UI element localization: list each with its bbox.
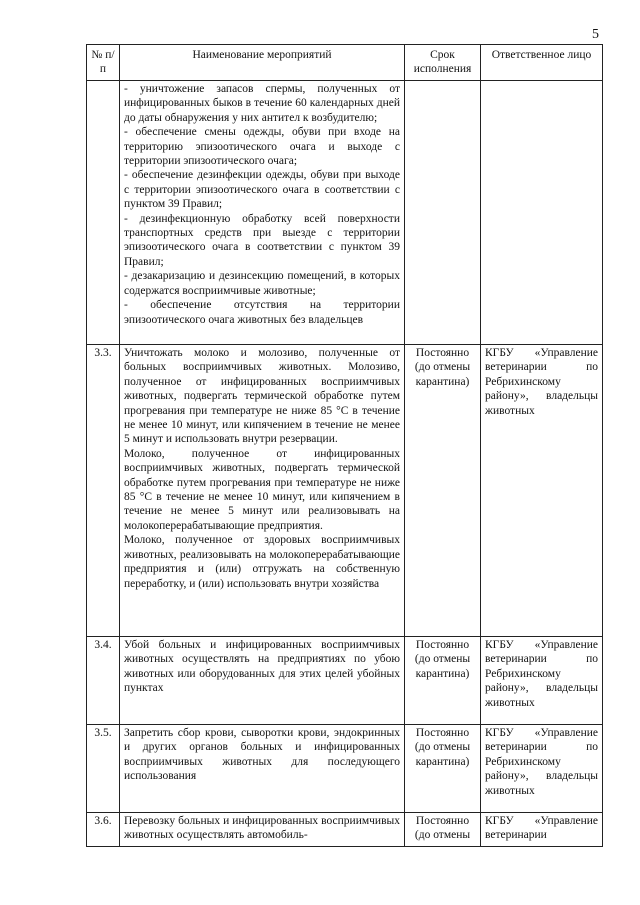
cell-num bbox=[87, 81, 120, 345]
cell-responsible: КГБУ «Управление ветеринарии bbox=[481, 813, 603, 847]
table-row-3-4 bbox=[87, 637, 603, 725]
cell-name bbox=[120, 345, 405, 637]
row-number: 3.4. bbox=[87, 637, 120, 725]
cell-name: Убой больных и инфицированных восприимчивых животных осуществлять на предприятиях по убою животных или оборудованных для этих целей убойных пунктах bbox=[120, 637, 405, 725]
paragraph: Уничтожать молоко и молозиво, полученные от больных восприимчивых животных. Молозиво, полученное от инфицированных восприимчивых животных, подвергать термической обработке путем прогревания при температуре не ниже 85 °С в течение не менее 10 минут, или кипячением в течение не менее 5 минут и использовать внутри резервации. bbox=[124, 347, 400, 446]
cell-term: Постоянно (до отмены bbox=[405, 813, 481, 847]
table-row-3-6 bbox=[87, 813, 603, 847]
paragraph: Молоко, полученное от здоровых восприимчивых животных, реализовывать на молокоперерабатывающие предприятия и (или) отгружать на собственную переработку, и (или) использовать внутри хозяйства bbox=[124, 534, 400, 590]
table-row-3-5 bbox=[87, 725, 603, 813]
header-responsible: Ответственное лицо bbox=[481, 45, 603, 81]
header-name: Наименование мероприятий bbox=[120, 45, 405, 81]
cell-name bbox=[120, 81, 405, 345]
list-item: - дезинфекционную обработку всей поверхности транспортных средств при выезде с территории эпизоотического очага в соответствии с пунктом 39 Правил; bbox=[124, 212, 400, 268]
table-header-row bbox=[87, 45, 603, 81]
cell-term: Постоянно (до отмены карантина) bbox=[405, 637, 481, 725]
list-item: - обеспечение дезинфекции одежды, обуви при выходе с территории эпизоотического очага в соответствии с пунктом 39 Правил; bbox=[124, 169, 400, 211]
list-item: - обеспечение смены одежды, обуви при входе на территорию эпизоотического очага и выходе с территории эпизоотического очага; bbox=[124, 126, 400, 168]
header-term: Срок исполнения bbox=[405, 45, 481, 81]
table-row-continued bbox=[87, 81, 603, 345]
cell-term: Постоянно (до отмены карантина) bbox=[405, 725, 481, 813]
cell-name: Запретить сбор крови, сыворотки крови, эндокринных и других органов больных и инфицированных восприимчивых животных для последующего использования bbox=[120, 725, 405, 813]
header-num: № п/п bbox=[87, 45, 120, 81]
list-item: - уничтожение запасов спермы, полученных от инфицированных быков в течение 60 календарных дней до даты обнаружения у них антител к возбудителю; bbox=[124, 83, 400, 124]
table-row-3-3 bbox=[87, 345, 603, 637]
cell-responsible bbox=[481, 81, 603, 345]
list-item: - обеспечение отсутствия на территории эпизоотического очага животных без владельцев bbox=[124, 299, 400, 326]
cell-term bbox=[405, 81, 481, 345]
cell-responsible: КГБУ «Управление ветеринарии по Ребрихинскому району», владельцы животных bbox=[481, 725, 603, 813]
page-number: 5 bbox=[592, 27, 599, 42]
cell-name: Перевозку больных и инфицированных восприимчивых животных осуществлять автомобиль- bbox=[120, 813, 405, 847]
measures-table bbox=[86, 44, 603, 847]
cell-term: Постоянно (до отмены карантина) bbox=[405, 345, 481, 637]
row-number: 3.6. bbox=[87, 813, 120, 847]
paragraph: Молоко, полученное от инфицированных восприимчивых животных, подвергать термической обработке путем прогревания при температуре не ниже 85 °С в течение не менее 10 минут, или кипячением в течение не менее 5 минут или реализовывать на молокоперерабатывающие предприятия. bbox=[124, 447, 400, 532]
cell-responsible: КГБУ «Управление ветеринарии по Ребрихинскому району», владельцы животных bbox=[481, 345, 603, 637]
list-item: - дезакаризацию и дезинсекцию помещений, в которых содержатся восприимчивые животные; bbox=[124, 270, 400, 297]
row-number: 3.3. bbox=[87, 345, 120, 637]
cell-responsible: КГБУ «Управление ветеринарии по Ребрихинскому району», владельцы животных bbox=[481, 637, 603, 725]
row-number: 3.5. bbox=[87, 725, 120, 813]
